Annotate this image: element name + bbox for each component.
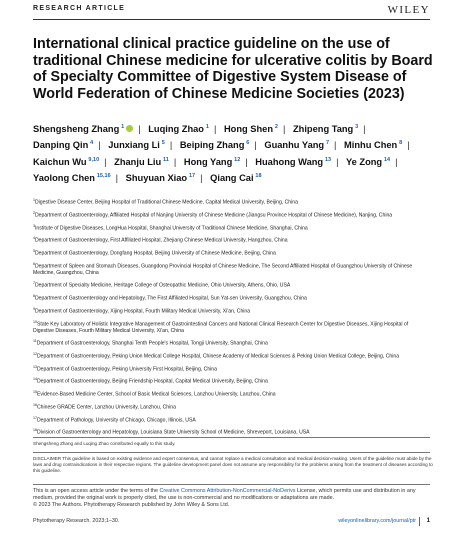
author-separator: | [115, 172, 119, 183]
article-title: International clinical practice guideline on the use of traditional Chinese medicine for ulcerative colitis by Board of Specialty Committee of Digestive System Disease of World Federation of Chinese Medicine Societies (2023) [33, 36, 433, 102]
affiliation-text: Department of Specialty Medicine, Heritage College of Osteopathic Medicine, Ohio University, Athens, Ohio, USA [35, 282, 291, 289]
affiliation-number: 3 [33, 223, 35, 228]
affiliation-ref[interactable]: 4 [90, 140, 94, 147]
affiliation-list [33, 197, 428, 440]
affiliation-number: 14 [33, 377, 37, 382]
affiliation-text: Chinese GRADE Center, Lanzhou University, Lanzhou, China [37, 404, 176, 411]
affiliation-number: 5 [33, 249, 35, 254]
affiliation-text: Evidence-Based Medicine Center, School of Basic Medical Sciences, Lanzhou University, Lanzhou, China [37, 391, 276, 398]
journal-url-link[interactable]: wileyonlinelibrary.com/journal/ptr [338, 518, 416, 524]
author-name-text: Junxiang Li [108, 140, 160, 151]
author-name-text: Huahong Wang [255, 156, 324, 167]
affiliation-text: Division of Gastroenterology and Hepatology, Louisiana State University School of Medicine, Shreveport, Louisiana, USA [37, 430, 310, 437]
affiliation-ref[interactable]: 7 [325, 140, 330, 147]
affiliation-ref[interactable]: 9,10 [88, 156, 100, 163]
footer-separator [419, 517, 420, 526]
author-separator: | [336, 156, 339, 167]
affiliation-item [33, 415, 428, 424]
affiliation-number: 1 [33, 198, 35, 202]
affiliation-ref[interactable]: 8 [399, 140, 403, 147]
affiliation-text: Department of Gastroenterology, Dongfang Hospital, Beijing University of Chinese Medicine, Beijing, China [35, 250, 276, 257]
author-separator: | [173, 156, 177, 167]
publisher-logo[interactable]: WILEY [387, 4, 430, 16]
affiliation-text: Department of Gastroenterology, Beijing Friendship Hospital, Capital Medical University, Beijing, China [37, 379, 268, 386]
affiliation-number: 12 [33, 351, 37, 356]
author-name [114, 157, 169, 167]
author-separator: | [169, 140, 173, 151]
page-header [33, 4, 430, 18]
affiliation-text: Department of Gastroenterology, Peking University First Hospital, Beijing, China [37, 366, 217, 373]
affiliation-number: 7 [33, 281, 35, 286]
author-separator: | [254, 140, 257, 151]
page-footer [33, 518, 430, 528]
author-separator: | [334, 140, 337, 151]
author-name [346, 157, 390, 167]
affiliation-number: 10 [33, 319, 37, 324]
author-name [33, 124, 133, 134]
affiliation-item [33, 389, 428, 398]
affiliation-ref[interactable]: 11 [163, 156, 169, 163]
author-separator: | [200, 172, 203, 183]
notes-divider [33, 437, 430, 438]
author-name [224, 124, 278, 134]
affiliation-item [33, 338, 428, 347]
author-separator: | [407, 140, 410, 151]
author-name-text: Beiping Zhang [179, 140, 245, 151]
affiliation-ref[interactable]: 3 [355, 124, 359, 130]
author-separator: | [98, 140, 101, 151]
author-name [255, 157, 331, 167]
author-name-text: Shengsheng Zhang [33, 124, 120, 135]
affiliation-item [33, 223, 428, 232]
author-name-text: Luqing Zhao [148, 124, 204, 135]
author-name [148, 124, 209, 134]
license-divider [33, 484, 430, 485]
affiliation-item [33, 319, 428, 335]
affiliation-text: Department of Gastroenterology, Peking Union Medical College Hospital, Chinese Academy of Medical Sciences & Peking Union Medical College, Beijing, China [37, 353, 400, 360]
author-separator: | [213, 124, 217, 135]
affiliation-text: Department of Pathology, University of Chicago, Chicago, Illinois, USA [37, 417, 196, 424]
affiliation-item [33, 427, 428, 436]
author-name-text: Minhu Chen [344, 140, 398, 151]
author-name [108, 140, 165, 150]
affiliation-item [33, 197, 428, 206]
affiliation-ref[interactable]: 13 [324, 156, 332, 163]
affiliation-item [33, 376, 428, 385]
section-label: RESEARCH ARTICLE [33, 5, 126, 12]
affiliation-ref[interactable]: 18 [255, 172, 262, 179]
license-before: This is an open access article under the terms of the [33, 488, 160, 494]
contribution-note: Shengsheng Zhang and Luqing Zhao contributed equally to this study. [33, 441, 176, 446]
author-name [210, 173, 261, 183]
author-name [293, 124, 358, 134]
author-name [344, 140, 402, 150]
author-separator: | [363, 124, 366, 135]
author-name-text: Hong Yang [183, 156, 233, 167]
author-name [184, 157, 240, 167]
author-name-text: Guanhu Yang [264, 140, 325, 151]
affiliation-ref[interactable]: 2 [274, 124, 278, 130]
affiliation-item [33, 235, 428, 244]
author-name [180, 140, 250, 150]
author-name [33, 140, 93, 150]
affiliation-ref[interactable]: 1 [205, 124, 209, 130]
affiliation-item [33, 210, 428, 219]
affiliation-number: 18 [33, 428, 37, 433]
author-name [33, 173, 111, 183]
orcid-icon[interactable] [126, 125, 133, 132]
author-separator: | [395, 156, 398, 167]
author-list [33, 120, 423, 185]
author-name-text: Danping Qin [33, 140, 89, 151]
affiliation-text: Department of Gastroenterology, Shanghai Tenth People's Hospital, Tongji University, Shanghai, China [36, 340, 268, 347]
affiliation-number: 13 [33, 364, 37, 369]
author-name-text: Ye Zong [345, 156, 383, 167]
affiliation-number: 16 [33, 402, 37, 407]
copyright-line: © 2023 The Authors. Phytotherapy Research published by John Wiley & Sons Ltd. [33, 502, 230, 509]
affiliation-item [33, 402, 428, 411]
affiliation-item [33, 293, 428, 302]
affiliation-ref[interactable]: 6 [246, 140, 250, 147]
affiliation-number: 11 [33, 339, 37, 343]
license-after: License, which permits use and distribution in any medium, provided the original work is properly cited, the use is non-commercial and no modifications or adaptations are made. [33, 488, 416, 502]
affiliation-number: 4 [33, 236, 35, 241]
affiliation-item [33, 364, 428, 373]
author-separator: | [282, 124, 286, 135]
affiliation-ref[interactable]: 12 [234, 156, 241, 163]
license-link[interactable]: Creative Commons Attribution-NonCommercial-NoDerivs [159, 488, 296, 494]
affiliation-ref[interactable]: 14 [384, 156, 391, 163]
author-name-text: Yaolong Chen [33, 172, 95, 183]
author-name-text: Hong Shen [223, 124, 274, 135]
affiliation-number: 9 [33, 306, 35, 311]
author-name-text: Zhanju Liu [114, 156, 162, 167]
page-number: 1 [426, 518, 430, 524]
affiliation-number: 8 [33, 294, 35, 299]
affiliation-ref[interactable]: 15,16 [96, 172, 111, 179]
author-name [264, 140, 329, 150]
affiliation-number: 6 [33, 261, 35, 266]
affiliation-text: Department of Gastroenterology, First Affiliated Hospital, Zhejiang Chinese Medical University, Hangzhou, China [35, 238, 288, 245]
license-text [33, 488, 433, 510]
author-separator: | [245, 156, 248, 167]
author-separator: | [138, 124, 141, 135]
affiliation-number: 17 [33, 415, 37, 420]
affiliation-text: Department of Spleen and Stomach Diseases, Guangdong Provincial Hospital of Chinese Medicine, The Second Affiliated Hospital of Guangzhou University of Chinese Medicine, Guangzhou, China [33, 263, 413, 277]
affiliation-text: Institute of Digestive Diseases, LongHua Hospital, Shanghai University of Traditional Chinese Medicine, Shanghai, China [35, 225, 308, 232]
author-name [33, 157, 99, 167]
affiliation-text: Digestive Disease Center, Beijing Hospital of Traditional Chinese Medicine, Capital Medical University, Beijing, China [35, 199, 298, 206]
author-name-text: Zhipeng Tang [292, 124, 354, 135]
header-divider [33, 19, 430, 20]
affiliation-ref[interactable]: 1 [121, 124, 125, 130]
disclaimer: DISCLAIMER This guideline is based on existing evidence and expert consensus, and cannot replace a medical consultation and medical decision-making. Users of the guideline must abide by the laws and drug contraindications in their respective regions. The guideline development panel does not assume any responsibility for the problems arising from the treatment of diseases according to this guideline. [33, 456, 433, 473]
author-separator: | [104, 156, 107, 167]
affiliation-text: State Key Laboratory of Holistic Integrative Management of Gastrointestinal Cancers and National Clinical Research Center for Digestive Diseases, Xijing Hospital of Digestive Diseases, Fourth Military Medical University, Xi'an, China [33, 321, 409, 334]
affiliation-item [33, 261, 428, 277]
affiliation-text: Department of Gastroenterology and Hepatology, The First Affiliated Hospital, Sun Yat-sen University, Guangzhou, China [35, 295, 307, 302]
author-name-text: Qiang Cai [210, 172, 254, 183]
journal-citation: Phytotherapy Research. 2023;1–30. [33, 518, 120, 524]
author-name-text: Kaichun Wu [33, 156, 87, 167]
affiliation-text: Department of Gastroenterology, Affiliated Hospital of Nanjing University of Chinese Medicine (Jiangsu Province Hospital of Chinese Medicine), Nanjing, China [35, 212, 393, 219]
notes-divider-2 [33, 452, 430, 453]
affiliation-number: 2 [33, 210, 35, 215]
affiliation-item [33, 248, 428, 257]
affiliation-item [33, 351, 428, 360]
affiliation-ref[interactable]: 5 [161, 140, 165, 147]
affiliation-text: Department of Gastroenterology, Xijing Hospital, Fourth Military Medical University, Xi'an, China [35, 308, 251, 315]
author-name-text: Shuyuan Xiao [125, 172, 188, 183]
affiliation-item [33, 306, 428, 315]
affiliation-number: 15 [33, 390, 37, 395]
author-name [126, 173, 195, 183]
affiliation-item [33, 280, 428, 289]
affiliation-ref[interactable]: 17 [189, 172, 196, 179]
